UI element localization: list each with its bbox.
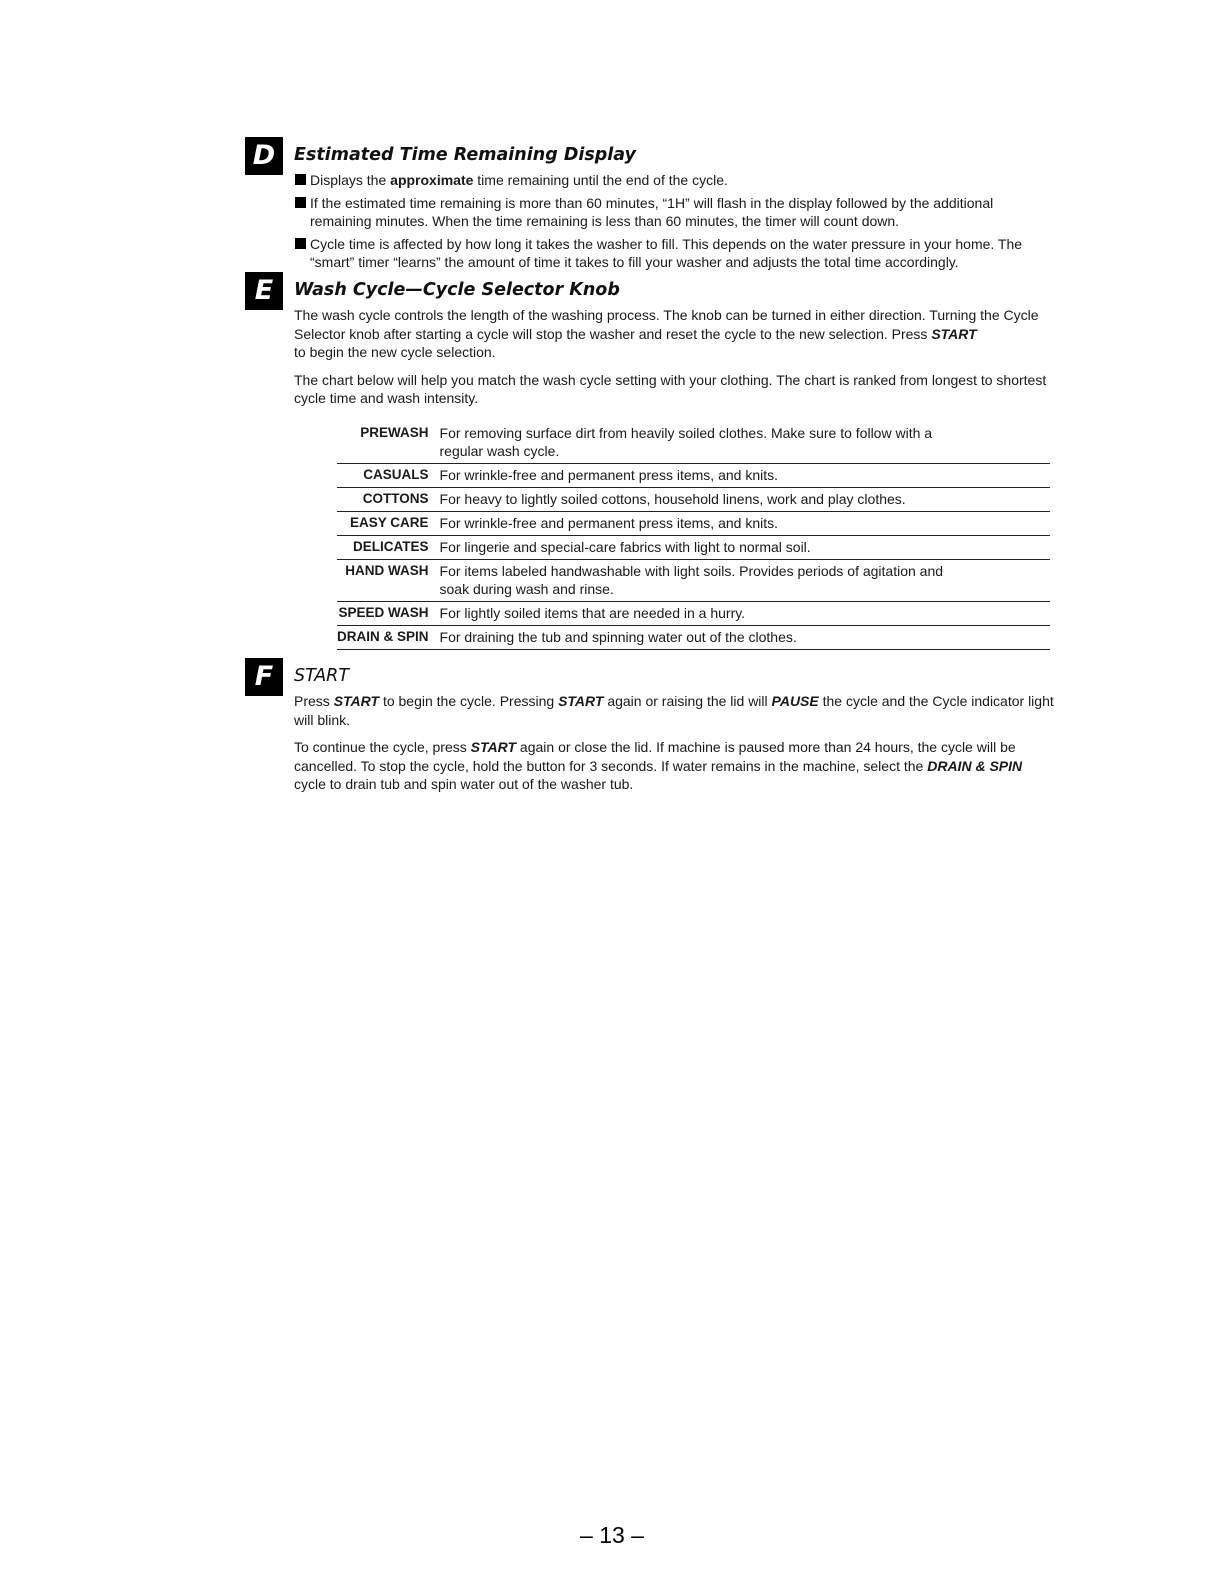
cycle-selector-description: The wash cycle controls the length of the washing process. The knob can be turned in either direction. Turning the Cycle Selector knob after starting a cycle will stop the washer and reset the cycle to the new selection. Press START to begin the new cycle selection. [294,307,1039,360]
start-description: Press START to begin the cycle. Pressing START again or raising the lid will PAUSE the cycle and the Cycle indicator light will blink. [294,693,1054,728]
section-letter-f: F [245,658,283,696]
cycle-name: DELICATES [353,538,429,554]
section-e-title: Wash Cycle—Cycle Selector Knob [294,280,620,300]
cycle-description: For lingerie and special-care fabrics with light to normal soil. [439,538,811,555]
continue-description: To continue the cycle, press START again or close the lid. If machine is paused more than 24 hours, the cycle will be cancelled. To stop the cycle, hold the button for 3 seconds. If water remains in the machine, select the DRAIN & SPIN cycle to drain tub and spin water out of the washer tub. [294,739,1023,792]
section-e [245,272,1055,650]
chart-intro: The chart below will help you match the wash cycle setting with your clothing. The chart is ranked from longest to shortest cycle time and wash intensity. [294,371,1047,406]
cycle-description: For heavy to lightly soiled cottons, household linens, work and play clothes. [439,490,906,507]
cycle-description: For lightly soiled items that are needed in a hurry. [439,604,746,621]
table-row [337,601,1050,625]
cycle-name: COTTONS [362,490,429,506]
section-d-title: Estimated Time Remaining Display [294,145,636,165]
table-row [337,535,1050,559]
table-row [337,422,1050,464]
table-row [337,463,1050,487]
table-row [337,559,1050,601]
page-number: – 13 – [580,1522,644,1548]
cycle-description: For wrinkle-free and permanent press items, and knits. [439,466,778,483]
emphasis-approximate: approximate [390,172,474,188]
section-letter-d: D [245,137,283,175]
cycle-description: For items labeled handwashable with light soils. Provides periods of agitation and soak during wash and rinse. [439,562,944,597]
bullet-item: Displays the approximate time remaining until the end of the cycle. [294,171,1055,189]
square-bullet-icon [295,238,306,249]
cycle-name: DRAIN & SPIN [337,628,429,644]
table-row [337,625,1050,649]
cycle-name: PREWASH [360,424,429,440]
section-d [245,137,1055,276]
cycle-chart [337,422,1050,650]
table-row [337,487,1050,511]
cycle-description: For wrinkle-free and permanent press items, and knits. [439,514,778,531]
section-letter-e: E [245,272,283,310]
square-bullet-icon [295,197,306,208]
cycle-name: CASUALS [363,466,429,482]
section-f-title: START [294,666,350,686]
section-f [245,658,1055,803]
square-bullet-icon [295,174,306,185]
cycle-description: For removing surface dirt from heavily soiled clothes. Make sure to follow with a regular wash cycle. [439,424,933,459]
cycle-name: HAND WASH [345,562,429,578]
bullet-item: Cycle time is affected by how long it takes the washer to fill. This depends on the water pressure in your home. The “smart” timer “learns” the amount of time it takes to fill your washer and adjusts the total time accordingly. [294,235,1055,271]
table-row [337,511,1050,535]
cycle-name: EASY CARE [349,514,429,530]
bullet-item: If the estimated time remaining is more than 60 minutes, “1H” will flash in the display followed by the additional remaining minutes. When the time remaining is less than 60 minutes, the timer will count down. [294,194,1055,230]
cycle-description: For draining the tub and spinning water out of the clothes. [439,628,797,645]
cycle-name: SPEED WASH [338,604,429,620]
